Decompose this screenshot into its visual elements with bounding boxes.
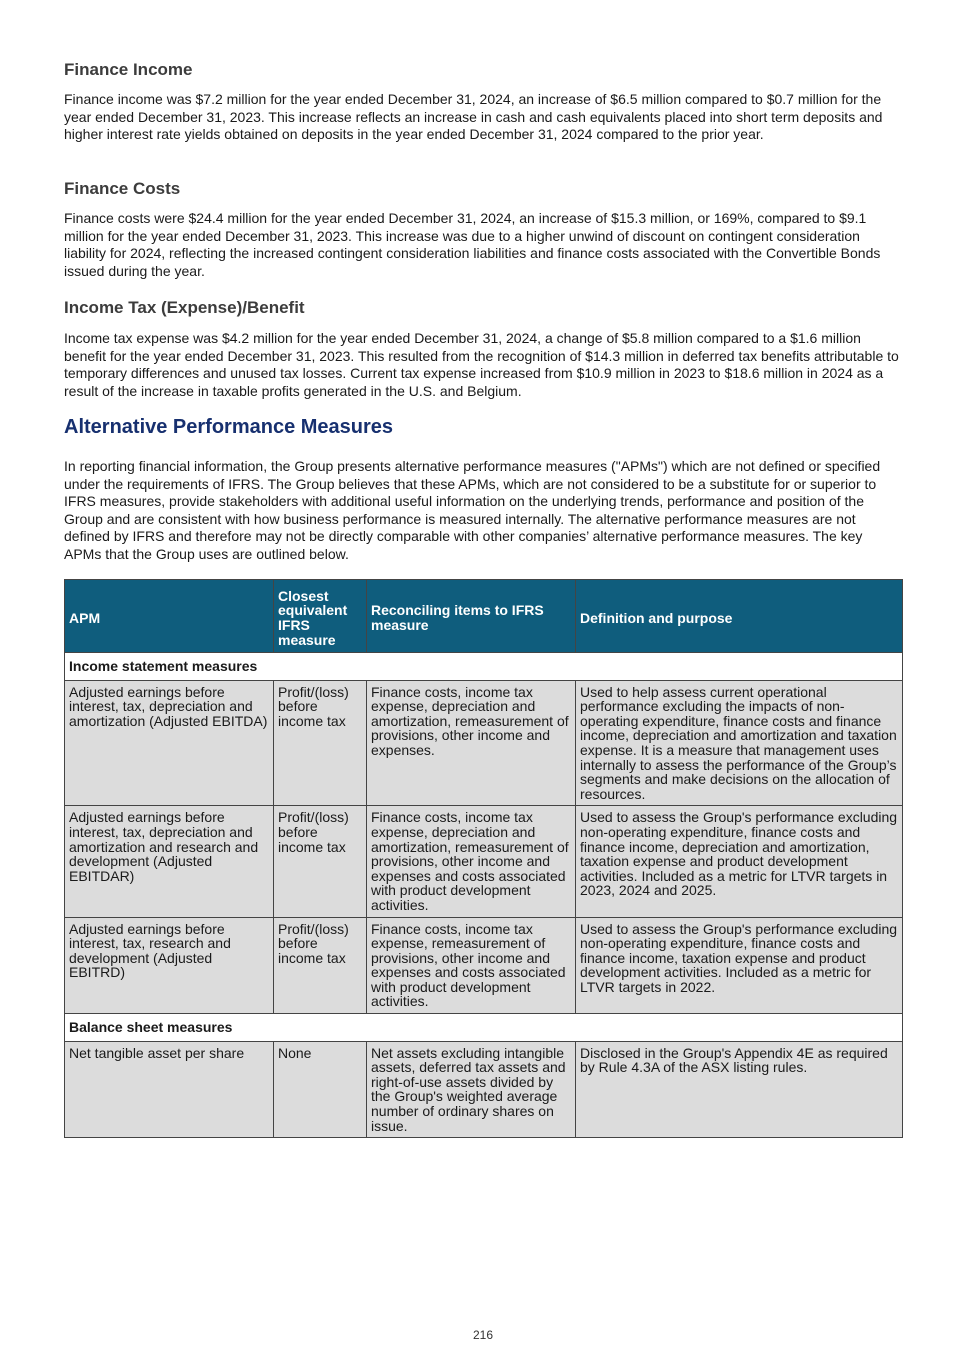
table-row — [65, 680, 903, 806]
section-row-income — [65, 653, 903, 681]
cell-reconciling: Finance costs, income tax expense, depreciation and amortization, remeasurement of provisions, other income and expenses and costs associated with product development activities. — [367, 806, 576, 917]
income-tax-heading: Income Tax (Expense)/Benefit — [64, 298, 305, 317]
table-header-row — [65, 580, 903, 653]
section-label-income: Income statement measures — [65, 653, 903, 681]
section-row-balance — [65, 1014, 903, 1042]
cell-apm: Adjusted earnings before interest, tax, depreciation and amortization and research and development (Adjusted EBITDAR) — [65, 806, 274, 917]
cell-reconciling: Finance costs, income tax expense, depreciation and amortization, remeasurement of provisions, other income and expenses. — [367, 680, 576, 806]
cell-definition: Used to assess the Group's performance excluding non-operating expenditure, finance costs and finance income, depreciation and amortization, taxation expense and product development activities. Included as a metric for LTVR targets in 2023, 2024 and 2025. — [576, 806, 903, 917]
apm-intro-text: In reporting financial information, the Group presents alternative performance measures ("APMs") which are not defined or specified under the requirements of IFRS. The Group believes that these APMs, which are not considered to be a substitute for or superior to IFRS measures, provide stakeholders with additional useful information on the underlying trends, performance and position of the Group and are consistent with how business performance is measured internally. The alternative performance measures are not defined by IFRS and therefore may not be directly comparable with other companies’ alternative performance measures. The key APMs that the Group uses are outlined below. — [64, 458, 881, 562]
col-header-reconciling-items: Reconciling items to IFRS measure — [367, 580, 576, 653]
cell-ifrs: Profit/(loss) before income tax — [274, 917, 367, 1014]
cell-apm: Adjusted earnings before interest, tax, depreciation and amortization (Adjusted EBITDA) — [65, 680, 274, 806]
col-header-ifrs-measure: Closest equivalent IFRS measure — [274, 580, 367, 653]
page-number: 216 — [472, 1328, 494, 1342]
cell-ifrs: Profit/(loss) before income tax — [274, 680, 367, 806]
finance-costs-heading: Finance Costs — [64, 179, 181, 198]
finance-costs-text: Finance costs were $24.4 million for the year ended December 31, 2024, an increase of $15.3 million, or 169%, compared to $9.1 million for the year ended December 31, 2023. This increase was due to a higher unwind of discount on contingent consideration liability for 2024, reflecting the increased contingent consideration liabilities and finance costs associated with the Convertible Bonds issued during the year. — [64, 210, 881, 279]
cell-apm: Adjusted earnings before interest, tax, research and development (Adjusted EBITRD) — [65, 917, 274, 1014]
table-row — [65, 917, 903, 1014]
col-header-apm: APM — [65, 580, 274, 653]
cell-definition: Used to help assess current operational performance excluding the impacts of non-operating expenditure, finance costs and finance income, depreciation and amortization and taxation expense. It is a measure that management uses internally to assess the performance of the Group’s segments and make decisions on the allocation of resources. — [576, 680, 903, 806]
cell-definition: Disclosed in the Group's Appendix 4E as required by Rule 4.3A of the ASX listing rules. — [576, 1041, 903, 1138]
cell-apm: Net tangible asset per share — [65, 1041, 274, 1138]
section-label-balance: Balance sheet measures — [65, 1014, 903, 1042]
cell-definition: Used to assess the Group's performance excluding non-operating expenditure, finance costs and finance income, taxation expense and product development activities. Included as a metric for LTVR targets in 2022. — [576, 917, 903, 1014]
table-row — [65, 806, 903, 917]
apm-table — [64, 579, 903, 1138]
income-tax-text: Income tax expense was $4.2 million for the year ended December 31, 2024, a change of $5.8 million compared to a $1.6 million benefit for the year ended December 31, 2023. This resulted from the recognition of $14.3 million in deferred tax benefits attributable to temporary differences and unused tax losses. Current tax expense increased from $10.9 million in 2023 to $18.6 million in 2024 as a result of the increase in taxable profits generated in the U.S. and Belgium. — [64, 330, 899, 399]
apm-heading: Alternative Performance Measures — [64, 416, 394, 438]
table-row — [65, 1041, 903, 1138]
cell-reconciling: Net assets excluding intangible assets, deferred tax assets and right-of-use assets divided by the Group's weighted average number of ordinary shares on issue. — [367, 1041, 576, 1138]
cell-ifrs: None — [274, 1041, 367, 1138]
cell-ifrs: Profit/(loss) before income tax — [274, 806, 367, 917]
finance-income-heading: Finance Income — [64, 60, 193, 79]
col-header-definition: Definition and purpose — [576, 580, 903, 653]
finance-income-text: Finance income was $7.2 million for the year ended December 31, 2024, an increase of $6.5 million compared to $0.7 million for the year ended December 31, 2023. This increase reflects an increase in cash and cash equivalents placed into short term deposits and higher interest rate yields obtained on deposits in the year ended December 31, 2024 compared to the prior year. — [64, 91, 883, 143]
cell-reconciling: Finance costs, income tax expense, remeasurement of provisions, other income and expenses and costs associated with product development activities. — [367, 917, 576, 1014]
